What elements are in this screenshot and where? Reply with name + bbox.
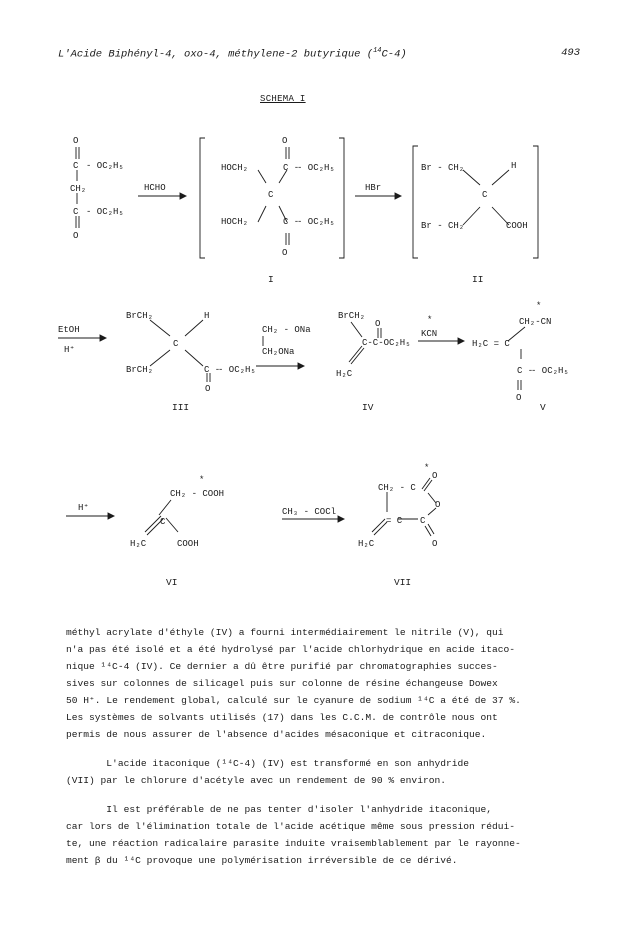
compound-label-vi: VI [166, 577, 178, 588]
atom-o: O [375, 319, 381, 329]
compound-label-iv: IV [362, 402, 374, 413]
ester-group: - OC₂H₅ [297, 163, 335, 173]
atom-o: O [73, 231, 79, 241]
reagent-acetyl-chloride: CH₃ - COCl [282, 507, 337, 517]
compound-label-vii: VII [394, 577, 412, 588]
anhydride-carbonyl-carbon: C [420, 516, 426, 526]
paragraph-3 [66, 801, 586, 869]
anhydride-methylene: CH₂ - C [378, 483, 416, 493]
text-line: Les systèmes de solvants utilisés (17) dans les C.C.M. de contrôle nous ont [66, 712, 498, 723]
page-number: 493 [561, 47, 580, 59]
atom-o: O [516, 393, 522, 403]
reagent-acid: H⁺ [64, 345, 75, 355]
central-carbon: C [160, 517, 166, 527]
compound-label-i: I [268, 274, 274, 285]
paragraph-2 [66, 755, 586, 789]
cyanomethyl-group: CH₂-CN [519, 317, 552, 327]
compound-label-iii: III [172, 402, 190, 413]
text-line: Il est préférable de ne pas tenter d'isoler l'anhydride itaconique, [66, 804, 493, 815]
text-line: (VII) par le chlorure d'acétyle avec un rendement de 90 % environ. [66, 775, 446, 786]
bromomethyl-group: Br - CH₂ [421, 221, 465, 231]
atom-o: O [432, 471, 438, 481]
reagent-hbr: HBr [365, 183, 382, 193]
text-line: ment β du ¹⁴C provoque une polymérisation irréversible de ce dérivé. [66, 855, 458, 866]
compound-label-ii: II [472, 274, 484, 285]
ester-group: - OC₂H₅ [531, 366, 569, 376]
text-line: sives sur colonnes de silicagel puis sur colonne de résine échangeuse Dowex [66, 678, 498, 689]
reagent-cyanide: KCN [421, 329, 438, 339]
methylene-group: CH₂ [70, 184, 87, 194]
methylidene-group: H₂C [358, 539, 375, 549]
text-line: méthyl acrylate d'éthyle (IV) a fourni intermédiairement le nitrile (V), qui [66, 627, 504, 638]
reagent-acid: H⁺ [78, 503, 89, 513]
methylidene-group: H₂C [336, 369, 353, 379]
body-text [66, 624, 586, 869]
reagent-formaldehyde: HCHO [144, 183, 166, 193]
acrylate-ester-chain: C-C-OC₂H₅ [362, 338, 411, 348]
methylidene-carbon: H₂C = C [472, 339, 510, 349]
ester-carbon: C - [283, 163, 300, 173]
ester-group: - OC₂H₅ [297, 217, 335, 227]
header-title-suffix: C-4) [381, 48, 407, 61]
bromomethyl-group: Br - CH₂ [421, 163, 465, 173]
hydroxymethyl-group: HOCH₂ [221, 163, 249, 173]
text-line: nique ¹⁴C-4 (IV). Ce dernier a dû être purifié par chromatographies succes- [66, 661, 498, 672]
carboxyl-group: COOH [177, 539, 199, 549]
reagent-glycol-sodium-b: CH₂ONa [262, 347, 295, 357]
ester-carbon: C - [204, 365, 221, 375]
text-line: n'a pas été isolé et a été hydrolysé par l'acide chlorhydrique en acide itaco- [66, 644, 516, 655]
carboxymethyl-group: CH₂ - COOH [170, 489, 225, 499]
ester-carbon: C - [283, 217, 300, 227]
bromomethyl-group: BrCH₂ [126, 311, 154, 321]
text-line: car lors de l'élimination totale de l'acide acétique même sous pression rédui- [66, 821, 516, 832]
atom-c: C [73, 207, 79, 217]
atom-o: O [73, 136, 79, 146]
text-line: te, une réaction radicalaire parasite induite vraisemblablement par le rayonne- [66, 838, 521, 849]
central-carbon: C [268, 190, 274, 200]
atom-o: O [282, 136, 288, 146]
ester-group: - OC₂H₅ [86, 207, 124, 217]
ester-group: - OC₂H₅ [86, 161, 124, 171]
header-isotope-superscript: 14 [373, 47, 382, 55]
atom-h: H [204, 311, 210, 321]
compound-label-v: V [540, 402, 546, 413]
text-line: L'acide itaconique (¹⁴C-4) (IV) est transformé en son anhydride [66, 758, 470, 769]
label-marker-star: * [536, 301, 542, 311]
ester-group: - OC₂H₅ [218, 365, 256, 375]
label-marker-star: * [424, 463, 430, 473]
carboxyl-group: COOH [506, 221, 528, 231]
atom-o: O [205, 384, 211, 394]
bromomethyl-group: BrCH₂ [338, 311, 366, 321]
reagent-glycol-sodium-a: CH₂ - ONa [262, 325, 311, 335]
ester-carbon: C - [517, 366, 534, 376]
atom-o: O [432, 539, 438, 549]
central-carbon: C [482, 190, 488, 200]
anhydride-ring-carbon: = C [386, 516, 403, 526]
paragraph-1 [66, 624, 586, 743]
atom-o: O [282, 248, 288, 258]
atom-o: O [435, 500, 441, 510]
label-marker-star: * [427, 315, 433, 325]
header-title-text: L'Acide Biphényl-4, oxo-4, méthylene-2 butyrique ( [58, 48, 374, 61]
central-carbon: C [173, 339, 179, 349]
atom-h: H [511, 161, 517, 171]
reagent-ethanol: EtOH [58, 325, 80, 335]
text-line: permis de nous assurer de l'absence d'acides mésaconique et citraconique. [66, 729, 487, 740]
atom-c: C [73, 161, 79, 171]
hydroxymethyl-group: HOCH₂ [221, 217, 249, 227]
methylidene-group: H₂C [130, 539, 147, 549]
bromomethyl-group: BrCH₂ [126, 365, 154, 375]
scheme-title: SCHEMA I [260, 94, 306, 104]
text-line: 50 H⁺. Le rendement global, calculé sur le cyanure de sodium ¹⁴C a été de 37 %. [66, 695, 521, 706]
label-marker-star: * [199, 475, 205, 485]
